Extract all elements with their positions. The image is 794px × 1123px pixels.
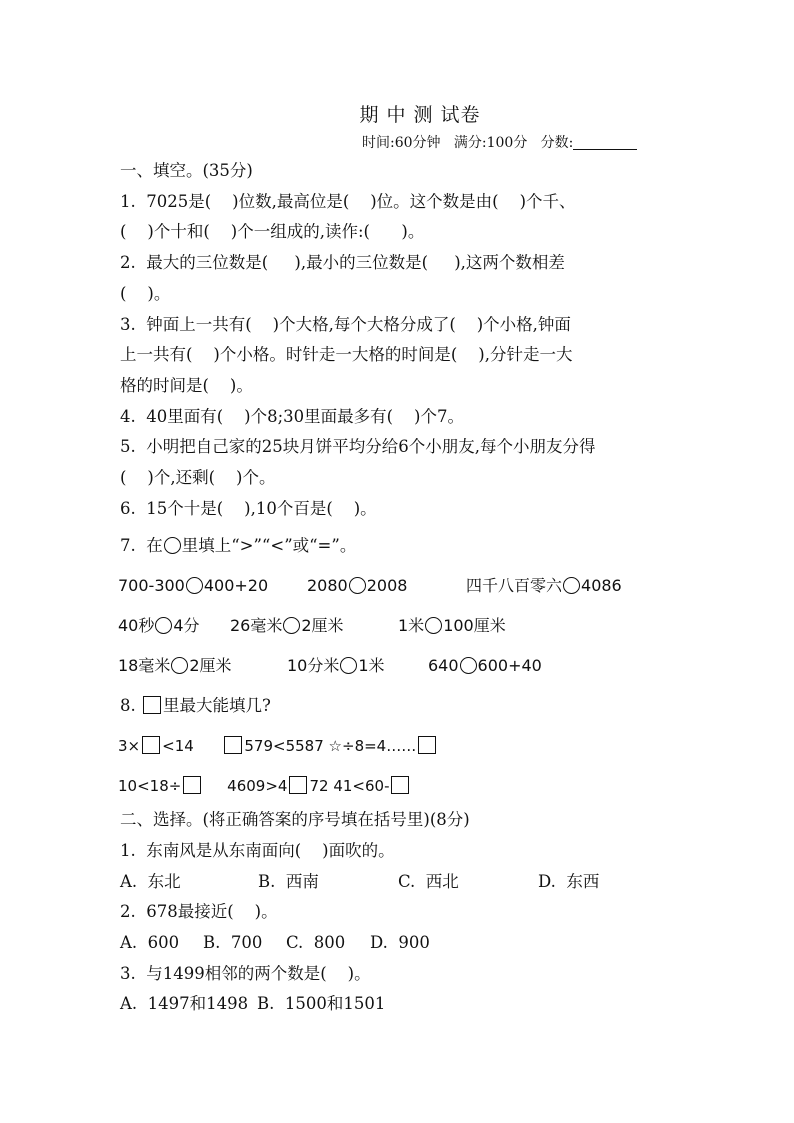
answer-box[interactable]: [418, 736, 436, 754]
s2-q2-opt-d: D. 900: [370, 933, 430, 952]
cmp-left: 10分米: [287, 656, 340, 675]
q5-line2: ( )个,还剩( )个。: [120, 468, 276, 487]
q7-row2-item3: [398, 615, 506, 637]
q7-prefix: 7. 在: [120, 536, 163, 555]
s2-q1-opt-b: B. 西南: [258, 872, 319, 891]
s2-q2-opt-c: C. 800: [286, 933, 346, 952]
q1-line1: 1. 7025是( )位数,最高位是( )位。这个数是由( )个千、: [120, 192, 576, 211]
cmp-left: 1米: [398, 616, 425, 635]
square-icon: [143, 696, 161, 714]
expr-part: <14: [162, 737, 194, 755]
exam-meta: [362, 132, 637, 152]
q7-row3-item3: [428, 655, 542, 677]
expr-part: 72: [309, 777, 329, 795]
cmp-left: 26毫米: [230, 616, 283, 635]
cmp-left: 18毫米: [118, 656, 171, 675]
cmp-right: 1米: [358, 656, 385, 675]
compare-circle[interactable]: [425, 617, 442, 634]
compare-circle[interactable]: [340, 657, 357, 674]
s2-q1-opt-c: C. 西北: [398, 872, 459, 891]
s2-q1: 1. 东南风是从东南面向( )面吹的。: [120, 841, 395, 860]
s2-q2-opt-b: B. 700: [203, 933, 263, 952]
compare-circle[interactable]: [186, 577, 203, 594]
answer-box[interactable]: [183, 776, 201, 794]
compare-circle[interactable]: [563, 577, 580, 594]
q7-suffix: 里填上“>”“<”或“=”。: [181, 536, 357, 555]
s2-q1-opt-d: D. 东西: [538, 872, 600, 891]
cmp-left: 2080: [307, 576, 348, 595]
cmp-left: 40秒: [118, 616, 155, 635]
section1-heading: 一、填空。(35分): [120, 161, 253, 180]
circle-icon: [164, 537, 181, 554]
compare-circle[interactable]: [349, 577, 366, 594]
answer-box[interactable]: [142, 736, 160, 754]
compare-circle[interactable]: [171, 657, 188, 674]
cmp-right: 600+40: [477, 656, 542, 675]
cmp-left: 四千八百零六: [466, 576, 563, 595]
compare-circle[interactable]: [155, 617, 172, 634]
s2-q3-opt-b: B. 1500和1501: [257, 994, 386, 1013]
q7-row3-item2: [287, 655, 385, 677]
q8-prefix: 8.: [120, 696, 136, 715]
expr-part: 10<18÷: [118, 777, 182, 795]
q8-suffix: 里最大能填几?: [163, 696, 271, 715]
cmp-left: 700-300: [118, 576, 185, 595]
section2-heading: 二、选择。(将正确答案的序号填在括号里)(8分): [120, 810, 470, 829]
score-blank[interactable]: [573, 135, 637, 150]
cmp-right: 4分: [173, 616, 200, 635]
q6-line: 6. 15个十是( ),10个百是( )。: [120, 499, 377, 518]
expr-part: ☆÷8=4……: [328, 737, 417, 755]
expr-part: 4609>4: [227, 777, 288, 795]
cmp-right: 100厘米: [443, 616, 506, 635]
q2-line2: ( )。: [120, 284, 171, 303]
s2-q1-opt-a: A. 东北: [120, 872, 181, 891]
answer-box[interactable]: [224, 736, 242, 754]
expr-part: 3×: [118, 737, 141, 755]
q8-line: [120, 695, 271, 717]
q8-row2: [118, 775, 411, 797]
q7-row1-item3: [466, 575, 622, 597]
expr-part: 41<60-: [333, 777, 390, 795]
q7-row1-item1: [118, 575, 268, 597]
q7-line: [120, 535, 356, 557]
s2-q3-opt-a: A. 1497和1498: [120, 994, 249, 1013]
cmp-right: 400+20: [203, 576, 269, 595]
answer-box[interactable]: [289, 776, 307, 794]
q1-line2: ( )个十和( )个一组成的,读作:( )。: [120, 222, 425, 241]
q8-row1: [118, 735, 438, 757]
expr-part: 579<5587: [244, 737, 324, 755]
cmp-right: 2厘米: [189, 656, 232, 675]
answer-box[interactable]: [391, 776, 409, 794]
q3-line2: 上一共有( )个小格。时针走一大格的时间是( ),分针走一大: [120, 345, 573, 364]
cmp-left: 640: [428, 656, 459, 675]
cmp-right: 4086: [581, 576, 622, 595]
cmp-right: 2厘米: [301, 616, 344, 635]
s2-q3: 3. 与1499相邻的两个数是( )。: [120, 964, 371, 983]
q7-row2-item2: [230, 615, 344, 637]
cmp-right: 2008: [366, 576, 408, 595]
q7-row2-item1: [118, 615, 200, 637]
meta-text: 时间:60分钟 满分:100分 分数:: [362, 135, 574, 151]
q5-line1: 5. 小明把自己家的25块月饼平均分给6个小朋友,每个小朋友分得: [120, 437, 596, 456]
q7-row1-item2: [307, 575, 407, 597]
s2-q2: 2. 678最接近( )。: [120, 902, 278, 921]
exam-title: 期 中 测 试卷: [359, 104, 481, 126]
q7-row3-item1: [118, 655, 232, 677]
q2-line1: 2. 最大的三位数是( ),最小的三位数是( ),这两个数相差: [120, 253, 565, 272]
compare-circle[interactable]: [283, 617, 300, 634]
q4-line: 4. 40里面有( )个8;30里面最多有( )个7。: [120, 407, 464, 426]
q3-line1: 3. 钟面上一共有( )个大格,每个大格分成了( )个小格,钟面: [120, 315, 571, 334]
compare-circle[interactable]: [460, 657, 477, 674]
s2-q2-opt-a: A. 600: [120, 933, 180, 952]
q3-line3: 格的时间是( )。: [120, 376, 253, 395]
